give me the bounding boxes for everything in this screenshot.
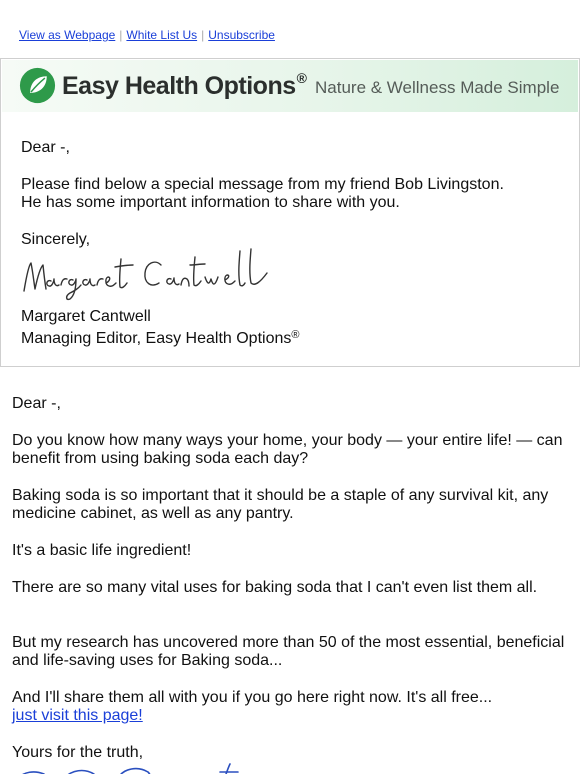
message-paragraph-1: Do you know how many ways your home, your body — your entire life! — can benefit from using baking soda each day?	[12, 432, 563, 467]
message-closing: Yours for the truth,	[12, 744, 144, 761]
unsubscribe-link[interactable]: Unsubscribe	[208, 28, 275, 42]
message-paragraph-6-text: And I'll share them all with you if you go here right now. It's all free...	[12, 689, 493, 706]
brand-logo	[62, 72, 306, 101]
separator: |	[201, 28, 205, 42]
intro-closing: Sincerely,	[21, 231, 91, 248]
intro-card	[0, 58, 580, 367]
separator: |	[119, 28, 123, 42]
signer-title-line	[21, 330, 299, 348]
brand-registered-mark: ®	[296, 70, 307, 86]
brand-name: Easy Health Options	[62, 72, 296, 100]
leaf-icon	[19, 67, 56, 104]
message-paragraph-3: It's a basic life ingredient!	[12, 542, 192, 559]
message-paragraph-5: But my research has uncovered more than 50 of the most essential, beneficial and life-saving uses for Baking soda...	[12, 634, 565, 669]
view-as-webpage-link[interactable]: View as Webpage	[19, 28, 116, 42]
signer-name: Margaret Cantwell	[21, 308, 151, 325]
intro-line-2: He has some important information to share with you.	[21, 194, 400, 211]
visit-page-link[interactable]: just visit this page!	[12, 707, 143, 724]
handwritten-signature-2	[14, 760, 254, 774]
message-greeting: Dear -,	[12, 395, 61, 412]
header-links	[19, 28, 275, 42]
intro-greeting: Dear -,	[21, 139, 70, 156]
message-paragraph-2: Baking soda is so important that it should be a staple of any survival kit, any medicine cabinet, as well as any pantry.	[12, 487, 549, 522]
message-paragraph-6	[12, 689, 572, 725]
registered-mark: ®	[291, 329, 300, 341]
handwritten-signature	[21, 243, 271, 301]
brand-banner[interactable]	[2, 60, 578, 112]
message-paragraph-4: There are so many vital uses for baking soda that I can't even list them all.	[12, 579, 538, 596]
intro-line-1: Please find below a special message from my friend Bob Livingston.	[21, 176, 504, 193]
white-list-link[interactable]: White List Us	[126, 28, 198, 42]
signer-title: Managing Editor, Easy Health Options	[21, 330, 292, 347]
brand-tagline: Nature & Wellness Made Simple	[315, 78, 560, 97]
